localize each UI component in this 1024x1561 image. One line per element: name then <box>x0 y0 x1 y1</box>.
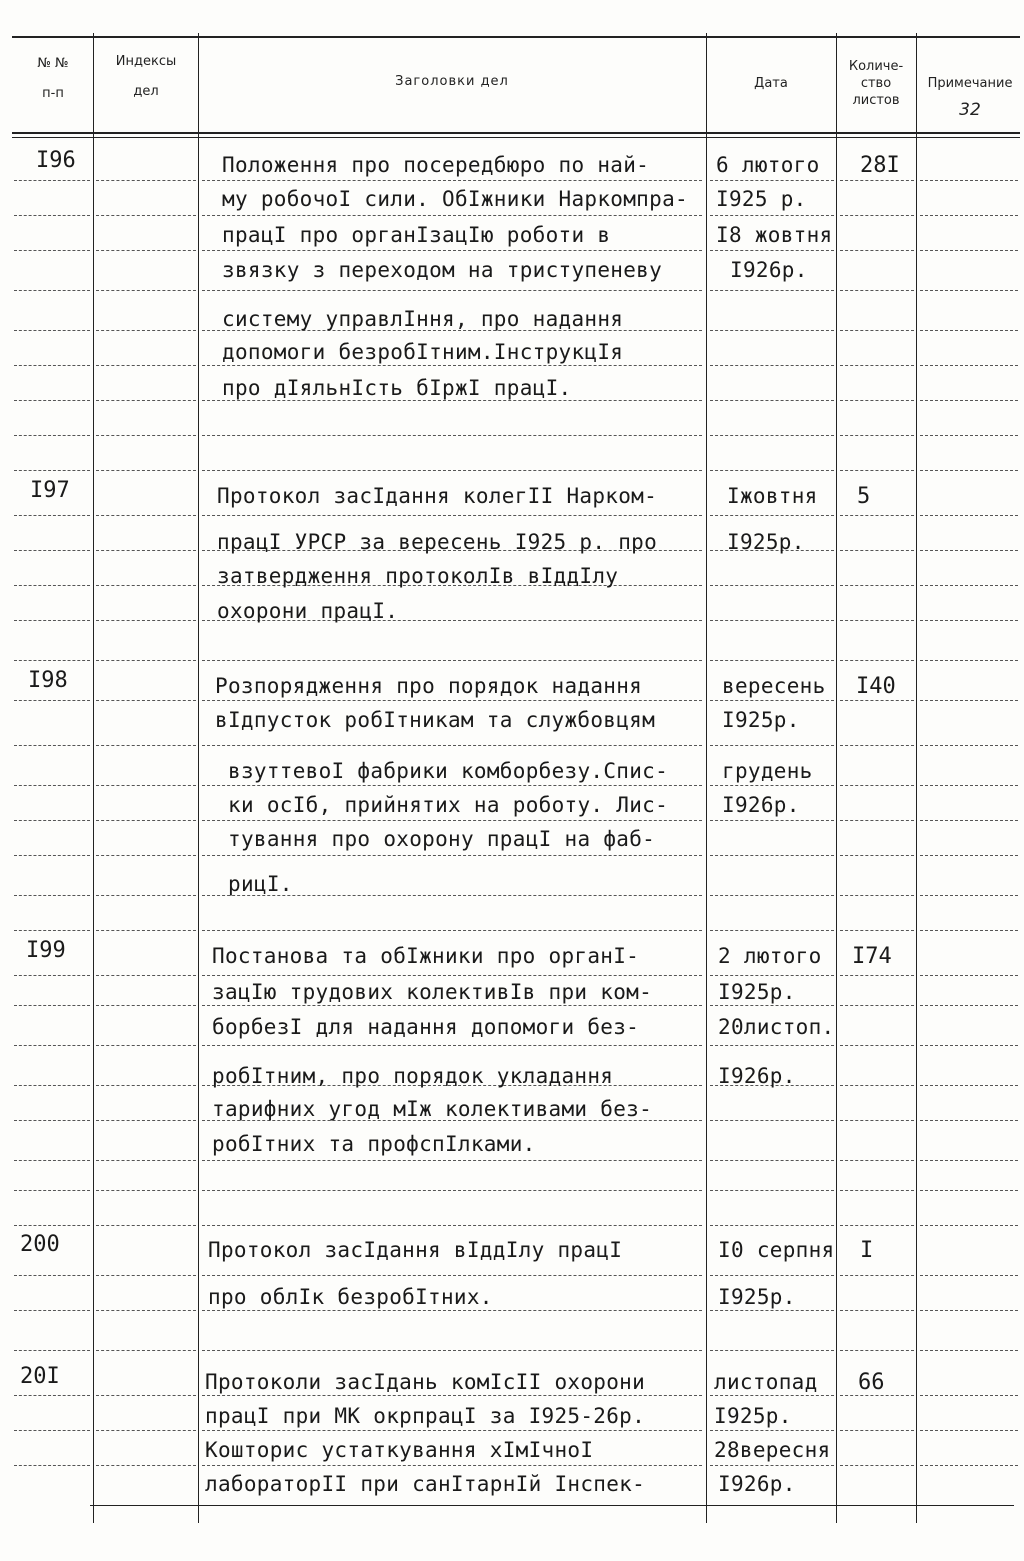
ruled-line <box>710 180 834 181</box>
ruled-line <box>840 550 914 551</box>
ruled-line <box>14 1120 90 1121</box>
entry-title-line: про облIк безробIтних. <box>208 1285 493 1309</box>
ruled-line <box>710 820 834 821</box>
ruled-line <box>14 1045 90 1046</box>
ruled-line <box>710 515 834 516</box>
ruled-line <box>96 975 196 976</box>
ruled-line <box>96 290 196 291</box>
ruled-line <box>202 1430 702 1431</box>
ruled-line <box>14 1350 90 1351</box>
ruled-line <box>710 1430 834 1431</box>
ruled-line <box>96 1190 196 1191</box>
header-bottom-rule-2 <box>12 137 1020 138</box>
ruled-line <box>710 330 834 331</box>
ruled-line <box>710 1310 834 1311</box>
ruled-line <box>14 700 90 701</box>
column-divider <box>93 33 94 1523</box>
ruled-line <box>202 250 702 251</box>
ruled-line <box>14 1005 90 1006</box>
entry-title-line: Положення про посередбюро по най- <box>222 153 650 177</box>
ruled-line <box>840 1465 914 1466</box>
ruled-line <box>96 1465 196 1466</box>
entry-date-line: Iжовтня <box>727 484 818 508</box>
ruled-line <box>710 1395 834 1396</box>
ruled-line <box>920 250 1018 251</box>
entry-date-line: I925р. <box>722 708 800 732</box>
ruled-line <box>202 1350 702 1351</box>
header-index-line2: дел <box>133 84 159 99</box>
ruled-line <box>96 855 196 856</box>
entry-sheet-count: I74 <box>852 944 892 969</box>
ruled-line <box>202 365 702 366</box>
ruled-line <box>96 1160 196 1161</box>
ruled-line <box>840 250 914 251</box>
ruled-line <box>96 820 196 821</box>
ruled-line <box>710 1350 834 1351</box>
header-index <box>95 52 197 102</box>
ruled-line <box>920 180 1018 181</box>
ruled-line <box>14 1310 90 1311</box>
ruled-line <box>920 820 1018 821</box>
ruled-line <box>840 930 914 931</box>
ruled-line <box>202 1225 702 1226</box>
ruled-line <box>710 975 834 976</box>
entry-date-line: I925р. <box>718 1285 796 1309</box>
ruled-line <box>920 290 1018 291</box>
entry-title-line: Постанова та обIжники про органI- <box>212 944 640 968</box>
ruled-line <box>920 1120 1018 1121</box>
ruled-line <box>202 820 702 821</box>
ruled-line <box>840 180 914 181</box>
ruled-line <box>710 215 834 216</box>
ruled-line <box>96 515 196 516</box>
ruled-line <box>14 365 90 366</box>
ruled-line <box>920 365 1018 366</box>
ruled-line <box>840 855 914 856</box>
entry-title-line: робIтних та профспIлками. <box>212 1132 536 1156</box>
ruled-line <box>710 930 834 931</box>
ruled-line <box>710 400 834 401</box>
ruled-line <box>710 585 834 586</box>
ruled-line <box>710 1275 834 1276</box>
ruled-line <box>202 400 702 401</box>
ruled-line <box>920 470 1018 471</box>
entry-date-line: I925р. <box>718 980 796 1004</box>
entry-date-line: грудень <box>722 759 813 783</box>
entry-date-line: 2 лютого <box>718 944 822 968</box>
entry-sheet-count: I40 <box>856 674 896 699</box>
ruled-line <box>96 1120 196 1121</box>
ruled-line <box>96 1310 196 1311</box>
ruled-line <box>840 365 914 366</box>
entry-title-line: лабораторII при санIтарнIй Iнспек- <box>205 1472 646 1496</box>
ruled-line <box>710 745 834 746</box>
ruled-line <box>96 435 196 436</box>
ruled-line <box>920 400 1018 401</box>
header-sheets-line1: Количе- <box>848 59 904 74</box>
header-sheets-line3: листов <box>852 93 900 108</box>
ruled-line <box>202 975 702 976</box>
ruled-line <box>840 620 914 621</box>
ruled-line <box>710 1120 834 1121</box>
ruled-line <box>840 585 914 586</box>
ruled-line <box>840 515 914 516</box>
entry-sheet-count: 66 <box>858 1370 885 1395</box>
ruled-line <box>202 1005 702 1006</box>
column-divider <box>706 33 707 1523</box>
entry-title-line: Розпорядження про порядок надання <box>215 674 643 698</box>
entry-title-line: працI при МК окрпрацI за I925-26р. <box>205 1404 646 1428</box>
ruled-line <box>840 1395 914 1396</box>
ruled-line <box>920 745 1018 746</box>
ruled-line <box>920 1225 1018 1226</box>
entry-title-line: звязку з переходом на триступеневу <box>222 258 663 282</box>
ruled-line <box>710 785 834 786</box>
ruled-line <box>14 585 90 586</box>
ruled-line <box>14 1190 90 1191</box>
header-sheets-line2: ство <box>860 76 892 91</box>
ruled-line <box>710 435 834 436</box>
ruled-line <box>840 820 914 821</box>
entry-number: I96 <box>36 148 76 173</box>
ruled-line <box>920 855 1018 856</box>
ruled-line <box>840 290 914 291</box>
header-bottom-rule <box>12 132 1020 134</box>
entry-title-line: охорони працI. <box>217 599 399 623</box>
ruled-line <box>920 330 1018 331</box>
ruled-line <box>14 1225 90 1226</box>
entry-date-line: вересень <box>722 674 826 698</box>
header-notes: Примечание <box>927 76 1013 91</box>
ruled-line <box>840 785 914 786</box>
ruled-line <box>840 1160 914 1161</box>
ruled-line <box>96 250 196 251</box>
ruled-line <box>920 1160 1018 1161</box>
ruled-line <box>710 250 834 251</box>
ruled-line <box>840 1045 914 1046</box>
entry-title-line: Протокол засIдання вIддIлу працI <box>208 1238 623 1262</box>
ruled-line <box>840 895 914 896</box>
ruled-line <box>202 180 702 181</box>
ruled-line <box>96 330 196 331</box>
ruled-line <box>920 1005 1018 1006</box>
ruled-line <box>96 365 196 366</box>
entry-sheet-count: 5 <box>857 484 871 509</box>
ruled-line <box>840 700 914 701</box>
entry-title-line: зацIю трудових колективIв при ком- <box>212 980 653 1004</box>
page-mark: 32 <box>959 100 981 120</box>
ruled-line <box>14 620 90 621</box>
ruled-line <box>920 1190 1018 1191</box>
entry-sheet-count: I <box>860 1238 874 1263</box>
entry-date-line: I926р. <box>722 793 800 817</box>
ruled-line <box>710 1160 834 1161</box>
ruled-line <box>96 785 196 786</box>
header-num-line2: п-п <box>42 86 64 101</box>
header-sheets <box>838 58 914 109</box>
ruled-line <box>202 1160 702 1161</box>
ruled-line <box>920 1465 1018 1466</box>
entry-title-line: Протокол засIдання колегII Нарком- <box>217 484 658 508</box>
entry-date-line: I925р. <box>714 1404 792 1428</box>
entry-title-line: робIтним, про порядок укладання <box>212 1064 614 1088</box>
ruled-line <box>96 1005 196 1006</box>
ruled-line <box>14 855 90 856</box>
ruled-line <box>840 330 914 331</box>
ruled-line <box>840 1350 914 1351</box>
ruled-line <box>14 660 90 661</box>
ruled-line <box>920 895 1018 896</box>
ruled-line <box>96 1225 196 1226</box>
entry-title-line: Кошторис устаткування хIмIчноI <box>205 1438 594 1462</box>
ruled-line <box>96 1395 196 1396</box>
entry-title-line: Протоколи засIдань комIсII охорони <box>205 1370 646 1394</box>
ruled-line <box>96 215 196 216</box>
ruled-line <box>202 785 702 786</box>
header-top-rule <box>12 36 1020 38</box>
ruled-line <box>710 1465 834 1466</box>
entry-title-line: систему управлIння, про надання <box>222 307 624 331</box>
ruled-line <box>840 215 914 216</box>
ruled-line <box>920 435 1018 436</box>
ruled-line <box>14 250 90 251</box>
entry-date-line: I925 р. <box>716 187 807 211</box>
ruled-line <box>840 1085 914 1086</box>
entry-title-line: тарифних угод мIж колективами без- <box>212 1097 653 1121</box>
ruled-line <box>202 1465 702 1466</box>
ruled-line <box>14 290 90 291</box>
ruled-line <box>96 1085 196 1086</box>
ruled-line <box>14 550 90 551</box>
ruled-line <box>920 1430 1018 1431</box>
ruled-line <box>96 1430 196 1431</box>
ruled-line <box>14 785 90 786</box>
ruled-line <box>920 215 1018 216</box>
ruled-line <box>14 1275 90 1276</box>
ruled-line <box>202 1275 702 1276</box>
ruled-line <box>710 660 834 661</box>
entry-title-line: допомоги безробIтним.IнструкцIя <box>222 340 624 364</box>
entry-number: 20I <box>20 1364 60 1389</box>
ruled-line <box>710 1190 834 1191</box>
ruled-line <box>920 660 1018 661</box>
ruled-line <box>96 620 196 621</box>
ruled-line <box>14 1465 90 1466</box>
entry-title-line: працI про органIзацIю роботи в <box>222 223 611 247</box>
ruled-line <box>920 1275 1018 1276</box>
ruled-line <box>202 660 702 661</box>
ruled-line <box>710 290 834 291</box>
ruled-line <box>920 1085 1018 1086</box>
entry-title-line: про дIяльнIсть бIржI працI. <box>222 376 572 400</box>
ruled-line <box>920 1310 1018 1311</box>
ruled-line <box>202 930 702 931</box>
ruled-line <box>840 1190 914 1191</box>
ruled-line <box>14 435 90 436</box>
ruled-line <box>920 1350 1018 1351</box>
ruled-line <box>840 1225 914 1226</box>
ruled-line <box>202 470 702 471</box>
entry-date-line: I8 жовтня <box>716 223 833 247</box>
header-date: Дата <box>754 76 788 91</box>
ruled-line <box>920 930 1018 931</box>
column-divider <box>198 33 199 1523</box>
entry-date-line: I0 серпня <box>718 1238 835 1262</box>
ruled-line <box>710 1225 834 1226</box>
entry-title-line: взуттевоI фабрики комборбезу.Спис- <box>228 759 669 783</box>
bottom-rule <box>90 1505 1014 1506</box>
ruled-line <box>202 1045 702 1046</box>
ruled-line <box>96 700 196 701</box>
ruled-line <box>710 1005 834 1006</box>
entry-date-line: I926р. <box>718 1064 796 1088</box>
ruled-line <box>14 1395 90 1396</box>
ruled-line <box>920 700 1018 701</box>
ruled-line <box>202 290 702 291</box>
entry-title-line: вIдпусток робIтникам та службовцям <box>215 708 656 732</box>
ruled-line <box>202 515 702 516</box>
header-index-line1: Индексы <box>115 54 177 69</box>
ruled-line <box>96 660 196 661</box>
ruled-line <box>96 1350 196 1351</box>
ruled-line <box>14 400 90 401</box>
ruled-line <box>710 1045 834 1046</box>
ruled-line <box>840 745 914 746</box>
ruled-line <box>96 930 196 931</box>
ruled-line <box>710 855 834 856</box>
ruled-line <box>202 1190 702 1191</box>
ruled-line <box>840 1005 914 1006</box>
ruled-line <box>920 1045 1018 1046</box>
ruled-line <box>96 1045 196 1046</box>
entry-title-line: затвердження протоколIв вIддIлу <box>217 564 619 588</box>
entry-date-line: 6 лютого <box>716 153 820 177</box>
ruled-line <box>710 700 834 701</box>
ruled-line <box>840 660 914 661</box>
ruled-line <box>920 785 1018 786</box>
ruled-line <box>710 470 834 471</box>
entry-sheet-count: 28I <box>860 153 900 178</box>
ruled-line <box>14 820 90 821</box>
entry-date-line: 20листоп. <box>718 1015 835 1039</box>
header-num <box>14 54 92 104</box>
entry-title-line: працI УРСР за вересень I925 р. про <box>217 530 658 554</box>
ruled-line <box>920 515 1018 516</box>
entry-number: I98 <box>28 668 68 693</box>
ruled-line <box>96 585 196 586</box>
ruled-line <box>14 1085 90 1086</box>
ruled-line <box>202 435 702 436</box>
entry-title-line: тування про охорону працI на фаб- <box>228 827 656 851</box>
ruled-line <box>202 1395 702 1396</box>
ruled-line <box>96 1275 196 1276</box>
ruled-line <box>920 585 1018 586</box>
entry-date-line: листопад <box>714 1370 818 1394</box>
ruled-line <box>202 1310 702 1311</box>
ruled-line <box>14 180 90 181</box>
entry-date-line: I925р. <box>727 530 805 554</box>
ruled-line <box>920 975 1018 976</box>
ruled-line <box>202 745 702 746</box>
entry-number: 200 <box>20 1232 60 1257</box>
ruled-line <box>840 470 914 471</box>
ruled-line <box>14 895 90 896</box>
ruled-line <box>840 400 914 401</box>
ruled-line <box>840 435 914 436</box>
entry-title-line: му робочоI сили. ОбIжники Наркомпра- <box>222 187 688 211</box>
ruled-line <box>96 745 196 746</box>
column-divider <box>916 33 917 1523</box>
entry-title-line: борбезI для надання допомоги без- <box>212 1015 640 1039</box>
ruled-line <box>14 330 90 331</box>
ruled-line <box>840 1275 914 1276</box>
entry-date-line: 28вересня <box>714 1438 831 1462</box>
ruled-line <box>840 975 914 976</box>
ruled-line <box>14 745 90 746</box>
ruled-line <box>96 470 196 471</box>
ruled-line <box>96 550 196 551</box>
ruled-line <box>96 895 196 896</box>
ruled-line <box>96 400 196 401</box>
ruled-line <box>710 365 834 366</box>
ruled-line <box>202 855 702 856</box>
ruled-line <box>710 620 834 621</box>
ruled-line <box>840 1120 914 1121</box>
ruled-line <box>14 1430 90 1431</box>
ruled-line <box>14 470 90 471</box>
ruled-line <box>920 550 1018 551</box>
ruled-line <box>14 215 90 216</box>
ruled-line <box>96 180 196 181</box>
header-title: Заголовки дел <box>395 74 509 89</box>
entry-date-line: I926р. <box>730 258 808 282</box>
ruled-line <box>14 1160 90 1161</box>
entry-number: I97 <box>30 478 70 503</box>
entry-date-line: I926р. <box>718 1472 796 1496</box>
ruled-line <box>14 930 90 931</box>
ruled-line <box>14 975 90 976</box>
ruled-line <box>920 1395 1018 1396</box>
entry-title-line: рицI. <box>228 872 293 896</box>
header-num-line1: № № <box>37 56 69 71</box>
ruled-line <box>710 895 834 896</box>
ruled-line <box>202 700 702 701</box>
column-divider <box>836 33 837 1523</box>
ruled-line <box>840 1310 914 1311</box>
entry-title-line: ки осIб, прийнятих на роботу. Лис- <box>228 793 669 817</box>
ruled-line <box>840 1430 914 1431</box>
ruled-line <box>202 215 702 216</box>
ruled-line <box>920 620 1018 621</box>
ruled-line <box>14 515 90 516</box>
entry-number: I99 <box>26 938 66 963</box>
